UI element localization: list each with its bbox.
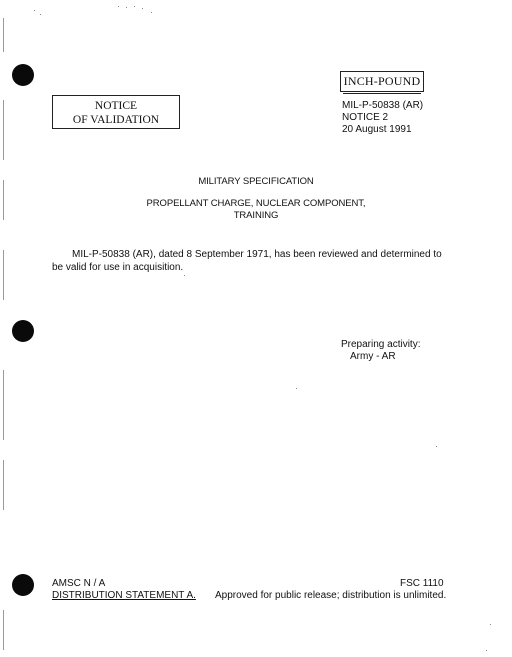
scan-edge-line (3, 460, 4, 510)
scan-speck (486, 650, 487, 651)
scan-speck (296, 388, 297, 389)
scan-edge-line (3, 18, 4, 52)
validation-label: OF VALIDATION (72, 114, 160, 126)
validation-paragraph (52, 248, 452, 274)
scan-speck (142, 8, 143, 9)
punch-hole-top (12, 64, 34, 86)
notice-number: NOTICE 2 (342, 112, 389, 123)
spec-subject (0, 198, 512, 222)
punch-hole-bottom (12, 574, 34, 596)
fsc-code: FSC 1110 (400, 578, 444, 589)
preparing-activity (341, 339, 420, 363)
notice-label: NOTICE (94, 100, 138, 112)
scan-speck (490, 624, 491, 625)
doc-number: MIL-P-50838 (AR) (342, 100, 424, 111)
preparing-activity-label: Preparing activity: (341, 339, 421, 350)
document-identifier (342, 100, 423, 136)
preparing-activity-value: Army - AR (350, 351, 396, 362)
punch-hole-middle (12, 320, 34, 342)
subject-line-1: PROPELLANT CHARGE, NUCLEAR COMPONENT, (146, 198, 366, 209)
distribution-statement-label: DISTRIBUTION STATEMENT A. (52, 590, 196, 601)
paragraph-line-1: MIL-P-50838 (AR), dated 8 September 1971, has been reviewed and determined to (72, 249, 442, 260)
scan-speck (40, 14, 41, 15)
distribution-statement-text: Approved for public release; distribution is unlimited. (215, 590, 447, 601)
scan-speck (436, 446, 437, 447)
notice-of-validation-box (52, 95, 180, 129)
scan-edge-line (3, 100, 4, 160)
subject-line-2: TRAINING (233, 210, 279, 221)
scan-speck (34, 10, 35, 11)
scan-speck (118, 6, 119, 7)
amsc-code: AMSC N / A (52, 578, 106, 589)
notice-date: 20 August 1991 (342, 124, 412, 135)
inch-pound-stamp: INCH-POUND (340, 71, 424, 92)
scan-speck (134, 6, 135, 7)
paragraph-line-2: be valid for use in acquisition. (52, 262, 184, 273)
scan-edge-line (3, 370, 4, 440)
scan-speck (151, 12, 152, 13)
scan-edge-line (3, 250, 4, 300)
spec-heading: MILITARY SPECIFICATION (198, 176, 314, 187)
scan-speck (184, 275, 185, 276)
scan-edge-line (3, 610, 4, 650)
scan-speck (126, 7, 127, 8)
